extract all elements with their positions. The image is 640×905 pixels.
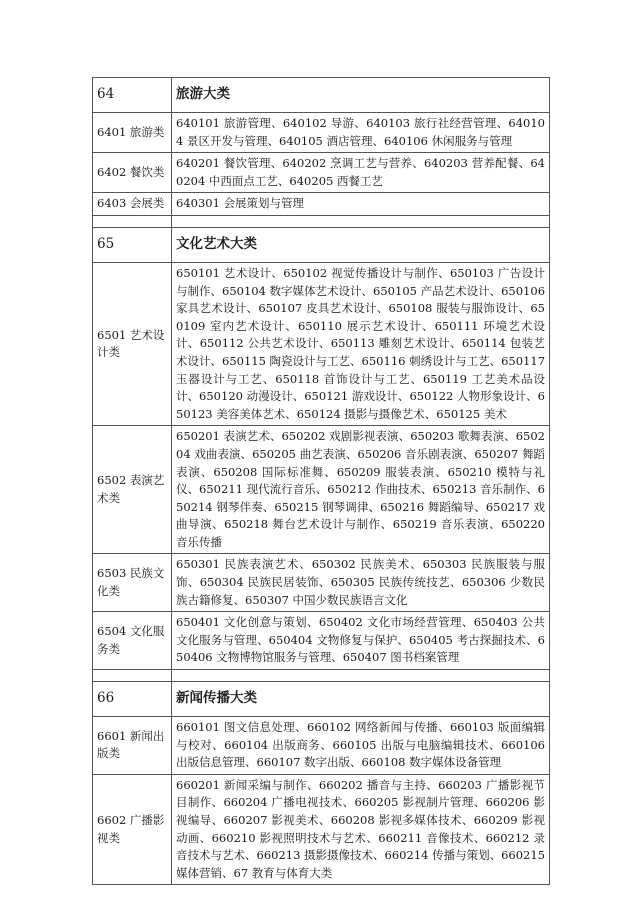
subject-group-majors: 650301 民族表演艺术、650302 民族美术、650303 民族服装与服饰、650304 民族民居装饰、650305 民族传统技艺、650306 少数民族古籍修复、650307 中国少数民族语言文化 — [172, 554, 550, 612]
subject-group-row — [93, 717, 550, 775]
subject-group-majors: 650201 表演艺术、650202 戏剧影视表演、650203 歌舞表演、650204 戏曲表演、650205 曲艺表演、650206 音乐剧表演、650207 舞蹈表演、650208 国际标准舞、650209 服装表演、650210 模特与礼仪、650211 现代流行音乐、650212 作曲技术、650213 音乐制作、650214 钢琴伴奏、650215 钢琴调律、650216 舞蹈编导、650217 戏曲导演、650218 舞台艺术设计与制作、650219 音乐表演、650220 音乐传播 — [172, 426, 550, 554]
subject-group-name: 6601 新闻出版类 — [93, 717, 172, 775]
major-category-name: 文化艺术大类 — [172, 227, 550, 262]
major-category-name: 新闻传播大类 — [172, 682, 550, 717]
subject-group-row — [93, 426, 550, 554]
subject-group-majors: 640101 旅游管理、640102 导游、640103 旅行社经营管理、640104 景区开发与管理、640105 酒店管理、640106 休闲服务与管理 — [172, 113, 550, 153]
subject-group-name: 6602 广播影视类 — [93, 774, 172, 885]
subject-group-name: 6502 表演艺术类 — [93, 426, 172, 554]
major-category-code: 64 — [93, 78, 172, 113]
subject-group-row — [93, 193, 550, 216]
subject-group-row — [93, 262, 550, 425]
spacer-row — [93, 670, 550, 682]
subject-group-row — [93, 554, 550, 612]
subject-group-name: 6401 旅游类 — [93, 113, 172, 153]
major-category-code: 66 — [93, 682, 172, 717]
subject-group-majors: 660201 新闻采编与制作、660202 播音与主持、660203 广播影视节目制作、660204 广播电视技术、660205 影视制片管理、660206 影视编导、660207 影视美术、660208 影视多媒体技术、660209 影视动画、660210 影视照明技术与艺术、660211 音像技术、660212 录音技术与艺术、660213 摄影摄像技术、660214 传播与策划、660215 媒体营销、67 教育与体育大类 — [172, 774, 550, 885]
spacer-row — [93, 215, 550, 227]
major-catalog-table — [92, 77, 550, 885]
subject-group-name: 6403 会展类 — [93, 193, 172, 216]
subject-group-name: 6402 餐饮类 — [93, 153, 172, 193]
subject-group-name: 6501 艺术设计类 — [93, 262, 172, 425]
subject-group-name: 6504 文化服务类 — [93, 612, 172, 670]
subject-group-majors: 660101 图文信息处理、660102 网络新闻与传播、660103 版面编辑与校对、660104 出版商务、660105 出版与电脑编辑技术、660106 出版信息管理、660107 数字出版、660108 数字媒体设备管理 — [172, 717, 550, 775]
subject-group-name: 6503 民族文化类 — [93, 554, 172, 612]
subject-group-majors: 640301 会展策划与管理 — [172, 193, 550, 216]
major-category-row — [93, 227, 550, 262]
subject-group-row — [93, 113, 550, 153]
major-category-name: 旅游大类 — [172, 78, 550, 113]
major-category-code: 65 — [93, 227, 172, 262]
subject-group-majors: 640201 餐饮管理、640202 烹调工艺与营养、640203 营养配餐、640204 中西面点工艺、640205 西餐工艺 — [172, 153, 550, 193]
major-category-row — [93, 78, 550, 113]
subject-group-majors: 650101 艺术设计、650102 视觉传播设计与制作、650103 广告设计与制作、650104 数字媒体艺术设计、650105 产品艺术设计、650106 家具艺术设计、650107 皮具艺术设计、650108 服装与服饰设计、650109 室内艺术设计、650110 展示艺术设计、650111 环境艺术设计、650112 公共艺术设计、650113 雕刻艺术设计、650114 包装艺术设计、650115 陶瓷设计与工艺、650116 刺绣设计与工艺、650117 玉器设计与工艺、650118 首饰设计与工艺、650119 工艺美术品设计、650120 动漫设计、650121 游戏设计、650122 人物形象设计、650123 美容美体艺术、650124 摄影与摄像艺术、650125 美术 — [172, 262, 550, 425]
subject-group-row — [93, 774, 550, 885]
subject-group-majors: 650401 文化创意与策划、650402 文化市场经营管理、650403 公共文化服务与管理、650404 文物修复与保护、650405 考古探掘技术、650406 文物博物馆服务与管理、650407 图书档案管理 — [172, 612, 550, 670]
subject-group-row — [93, 153, 550, 193]
major-category-row — [93, 682, 550, 717]
subject-group-row — [93, 612, 550, 670]
